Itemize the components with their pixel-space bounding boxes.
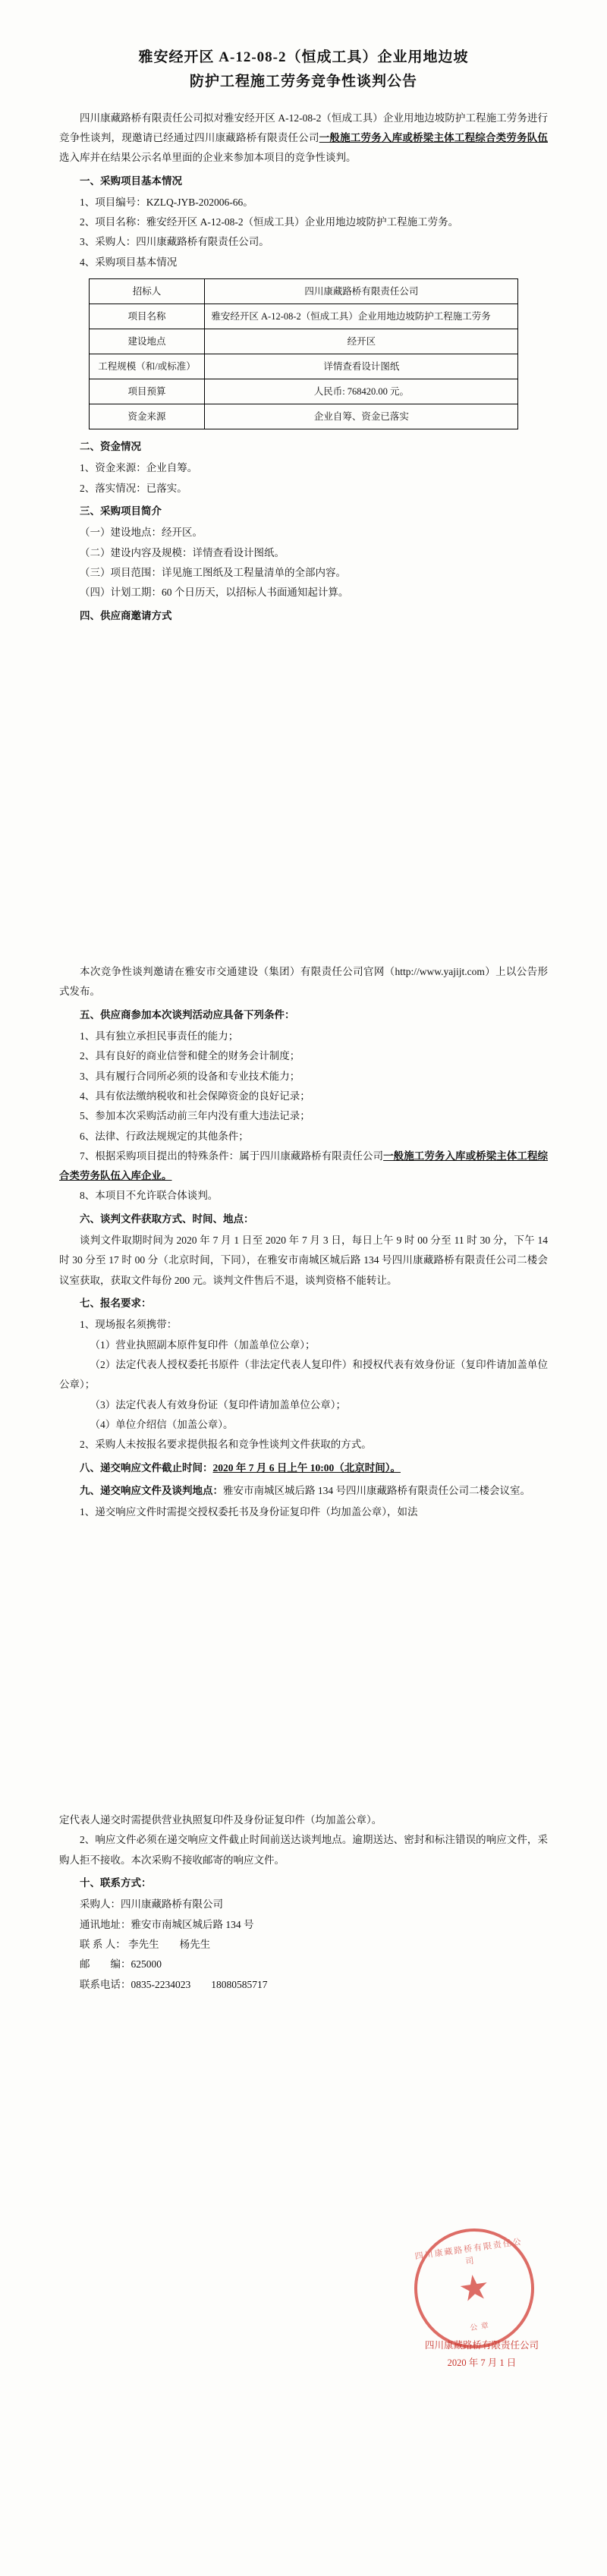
section-2-heading: 二、资金情况 bbox=[80, 441, 141, 453]
project-info-table bbox=[89, 278, 519, 429]
section-1-item-1: 1、项目编号：KZLQ-JYB-202006-66。 bbox=[80, 196, 253, 208]
page3-continuation-2: 2、响应文件必须在递交响应文件截止时间前送达谈判地点。逾期送达、密封和标注错误的响应文件，采购人拒不接收。本次采购不接收邮寄的响应文件。 bbox=[59, 1834, 548, 1866]
section-3-heading: 三、采购项目简介 bbox=[80, 505, 162, 517]
table-label: 建设地点 bbox=[89, 329, 205, 354]
page-2 bbox=[0, 871, 607, 1742]
section-7-item-2: （1）营业执照副本原件复印件（加盖单位公章）； bbox=[90, 1338, 316, 1351]
page3-continuation-1: 定代表人递交时需提供营业执照复印件及身份证复印件（均加盖公章）。 bbox=[59, 1814, 382, 1826]
table-value: 四川康藏路桥有限责任公司 bbox=[205, 279, 518, 304]
section-1-item-4: 4、采购项目基本情况 bbox=[80, 256, 178, 268]
section-10-item-1: 采购人：四川康藏路桥有限公司 bbox=[80, 1898, 223, 1911]
title-line-2: 防护工程施工劳务竞争性谈判公告 bbox=[189, 74, 417, 90]
section-1-heading: 一、采购项目基本情况 bbox=[80, 175, 182, 187]
page-title bbox=[59, 46, 548, 95]
section-9-label: 九、递交响应文件及谈判地点： bbox=[80, 1484, 223, 1496]
section-5-item-3: 3、具有履行合同所必须的设备和专业技术能力； bbox=[80, 1070, 300, 1082]
table-value: 企业自筹、资金已落实 bbox=[205, 404, 518, 429]
section-10-item-2: 通讯地址：雅安市南城区城后路 134 号 bbox=[80, 1918, 254, 1930]
section-5-item-7-emphasis: 一般施工劳务入库或桥梁主体工程综合类劳务队伍入库企业。 bbox=[59, 1150, 549, 1182]
intro-text: 四川康藏路桥有限责任公司拟对雅安经开区 A-12-08-2（恒成工具）企业用地边坡防护工程施工劳务进行竞争性谈判，现邀请已经通过四川康藏路桥有限责任公司 bbox=[59, 112, 548, 143]
intro-tail: 选入库并在结果公示名单里面的企业来参加本项目的竞争性谈判。 bbox=[59, 152, 357, 164]
section-10-item-3: 联 系 人： 李先生 杨先生 bbox=[80, 1938, 211, 1950]
section-8-label: 八、递交响应文件截止时间： bbox=[80, 1461, 213, 1474]
table-row bbox=[89, 354, 518, 379]
section-8-heading bbox=[59, 1458, 548, 1478]
section-5-item-1: 1、具有独立承担民事责任的能力； bbox=[80, 1030, 239, 1042]
section-10-item-4: 邮 编：625000 bbox=[80, 1958, 162, 1971]
signature-company: 四川康藏路桥有限责任公司 bbox=[424, 2339, 539, 2351]
section-3-item-1: （一）建设地点：经开区。 bbox=[80, 527, 203, 539]
table-label: 资金来源 bbox=[89, 404, 205, 429]
section-2-item-2: 2、落实情况：已落实。 bbox=[80, 482, 187, 494]
section-2-item-1: 1、资金来源：企业自筹。 bbox=[80, 462, 198, 474]
section-4-body: 本次竞争性谈判邀请在雅安市交通建设（集团）有限责任公司官网（http://www.yajijt.com）上以公告形式发布。 bbox=[59, 966, 548, 998]
section-5-item-7 bbox=[59, 1146, 548, 1187]
section-7-heading: 七、报名要求： bbox=[80, 1297, 152, 1309]
company-seal-stamp bbox=[407, 2221, 542, 2356]
section-5-heading: 五、供应商参加本次谈判活动应具备下列条件： bbox=[80, 1008, 295, 1021]
section-6-heading: 六、谈判文件获取方式、时间、地点： bbox=[80, 1213, 254, 1225]
signature-block bbox=[425, 2337, 539, 2373]
section-5-item-6: 6、法律、行政法规规定的其他条件； bbox=[80, 1130, 249, 1142]
table-row bbox=[89, 404, 518, 429]
section-3-item-2: （二）建设内容及规模：详情查看设计图纸。 bbox=[80, 546, 285, 558]
table-label: 招标人 bbox=[89, 279, 205, 304]
section-4-heading: 四、供应商邀请方式 bbox=[80, 609, 172, 621]
section-9-body: 雅安市南城区城后路 134 号四川康藏路桥有限责任公司二楼会议室。 bbox=[223, 1484, 530, 1496]
table-row bbox=[89, 329, 518, 354]
section-3-item-3: （三）项目范围：详见施工图纸及工程量清单的全部内容。 bbox=[80, 566, 346, 578]
table-row bbox=[89, 379, 518, 404]
section-1-item-3: 3、采购人：四川康藏路桥有限责任公司。 bbox=[80, 236, 269, 248]
section-3-item-4: （四）计划工期：60 个日历天，以招标人书面通知起计算。 bbox=[80, 587, 349, 599]
table-row bbox=[89, 279, 518, 304]
section-6-body: 谈判文件取期时间为 2020 年 7 月 1 日至 2020 年 7 月 3 日，每日上午 9 时 00 分至 11 时 30 分，下午 14 时 30 分至 17 时 00 分（北京时间，下同），在雅安市南城区城后路 134 号四川康藏路桥有限责任公司二楼会议室获取，获取文件每份 200 元。谈判文件售后不退，谈判资格不能转让。 bbox=[59, 1235, 548, 1286]
title-line-1: 雅安经开区 A-12-08-2（恒成工具）企业用地边坡 bbox=[138, 49, 469, 65]
section-5-item-5: 5、参加本次采购活动前三年内没有重大违法记录； bbox=[80, 1110, 310, 1122]
section-5-item-8: 8、本项目不允许联合体谈判。 bbox=[80, 1190, 219, 1202]
section-5-item-4: 4、具有依法缴纳税收和社会保障资金的良好记录； bbox=[80, 1090, 310, 1102]
section-7-item-4: （3）法定代表人有效身份证（复印件请加盖单位公章）； bbox=[90, 1398, 346, 1411]
section-8-deadline: 2020 年 7 月 6 日上午 10:00（北京时间）。 bbox=[212, 1461, 401, 1474]
table-value: 雅安经开区 A-12-08-2（恒成工具）企业用地边坡防护工程施工劳务 bbox=[205, 304, 518, 329]
section-9-item-1: 1、递交响应文件时需提交授权委托书及身份证复印件（均加盖公章），如法 bbox=[80, 1506, 418, 1518]
intro-emphasis: 一般施工劳务入库或桥梁主体工程综合类劳务队伍 bbox=[319, 131, 549, 143]
section-5-item-2: 2、具有良好的商业信誉和健全的财务会计制度； bbox=[80, 1050, 300, 1062]
table-row bbox=[89, 304, 518, 329]
section-10-item-5: 联系电话：0835-2234023 18080585717 bbox=[80, 1978, 268, 1990]
section-7-item-3: （2）法定代表人授权委托书原件（非法定代表人复印件）和授权代表有效身份证（复印件请加盖单位公章）； bbox=[59, 1358, 548, 1391]
table-label: 项目预算 bbox=[89, 379, 205, 404]
section-9-heading bbox=[59, 1481, 548, 1501]
table-label: 项目名称 bbox=[89, 304, 205, 329]
section-10-heading: 十、联系方式： bbox=[80, 1876, 152, 1889]
table-label: 工程规模（和/或标准） bbox=[89, 354, 205, 379]
seal-bottom-text: 公 章 bbox=[469, 2321, 490, 2333]
page-3 bbox=[0, 1742, 607, 2576]
section-7-item-1: 1、现场报名须携带： bbox=[80, 1319, 178, 1331]
page-1 bbox=[0, 0, 607, 871]
table-value: 详情查看设计图纸 bbox=[205, 354, 518, 379]
seal-top-text: 四川康藏路桥有限责任公司 bbox=[414, 2237, 524, 2267]
section-5-item-7-text: 7、根据采购项目提出的特殊条件：属于四川康藏路桥有限责任公司 bbox=[80, 1150, 384, 1162]
signature-date: 2020 年 7 月 1 日 bbox=[447, 2357, 517, 2369]
section-7-item-6: 2、采购人未按报名要求提供报名和竞争性谈判文件获取的方式。 bbox=[80, 1439, 372, 1451]
intro-paragraph bbox=[59, 109, 548, 168]
star-icon: ★ bbox=[455, 2266, 492, 2310]
table-value: 经开区 bbox=[205, 329, 518, 354]
table-value: 人民币: 768420.00 元。 bbox=[205, 379, 518, 404]
section-7-item-5: （4）单位介绍信（加盖公章）。 bbox=[90, 1418, 234, 1430]
section-1-item-2: 2、项目名称：雅安经开区 A-12-08-2（恒成工具）企业用地边坡防护工程施工劳务。 bbox=[80, 216, 459, 228]
